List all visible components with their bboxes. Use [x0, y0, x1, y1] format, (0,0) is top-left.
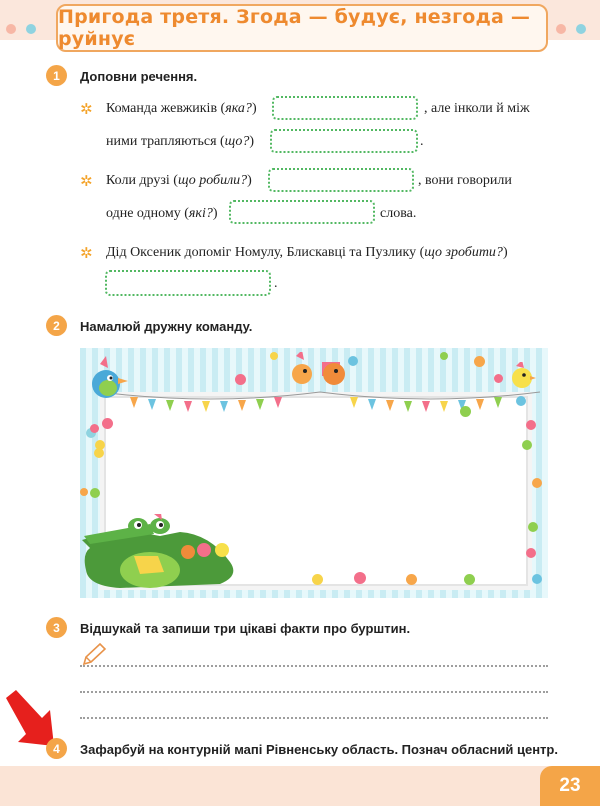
confetti-dot	[474, 356, 485, 367]
sentence-end: .	[420, 134, 424, 149]
birds-group-illustration	[286, 352, 366, 392]
confetti-dot	[95, 440, 105, 450]
sun-icon: ✲	[80, 101, 93, 118]
confetti-dot	[270, 352, 278, 360]
confetti-dot	[528, 522, 538, 532]
confetti-dot	[235, 374, 246, 385]
task-instruction: Зафарбуй на контурній мапі Рівненську область. Познач обласний центр.	[80, 742, 558, 757]
confetti-dot	[532, 478, 542, 488]
sentence-line: Коли друзі (що робили?)	[106, 173, 252, 188]
confetti-dot	[90, 424, 99, 433]
confetti-dot	[102, 418, 113, 429]
answer-box[interactable]	[105, 270, 271, 296]
confetti-dot	[526, 548, 536, 558]
sun-icon: ✲	[80, 173, 93, 190]
chapter-title-box	[56, 4, 548, 52]
confetti-dot	[440, 352, 448, 360]
task-number: 1	[46, 65, 67, 86]
answer-box[interactable]	[272, 96, 418, 120]
task-number: 4	[46, 738, 67, 759]
confetti-dot	[494, 374, 503, 383]
task-instruction: Намалюй дружну команду.	[80, 319, 253, 334]
confetti-dot	[526, 420, 536, 430]
confetti-dot	[532, 574, 542, 584]
writing-line[interactable]	[80, 691, 548, 693]
confetti-dot	[80, 488, 88, 496]
task-instruction: Доповни речення.	[80, 69, 198, 84]
confetti-dot	[460, 406, 471, 417]
confetti-dot	[516, 396, 526, 406]
bird-illustration	[86, 356, 130, 404]
sentence-line: Команда жевжиків (яка?)	[106, 101, 257, 116]
sentence-line: одне одному (які?)	[106, 206, 218, 221]
chapter-title: Пригода третя. Згода — будує, незгода — руйнує	[58, 6, 531, 50]
confetti-dot	[406, 574, 417, 585]
sentence-line: ними трапляються (що?)	[106, 134, 255, 149]
confetti-dot	[522, 440, 532, 450]
pencil-icon	[82, 642, 108, 666]
sentence-line: , але інколи й між	[424, 101, 530, 116]
crocodile-illustration	[80, 514, 250, 598]
task-number: 3	[46, 617, 67, 638]
confetti-dot	[464, 574, 475, 585]
drawing-frame	[80, 348, 548, 598]
sentence-line: Дід Оксеник допоміг Номулу, Блискавці та Пузлику (що зробити?)	[106, 245, 508, 260]
answer-box[interactable]	[229, 200, 375, 224]
sentence-line: слова.	[380, 206, 417, 221]
answer-box[interactable]	[270, 129, 418, 153]
task-number: 2	[46, 315, 67, 336]
bottom-strip	[0, 766, 600, 806]
answer-box[interactable]	[268, 168, 414, 192]
writing-line[interactable]	[80, 717, 548, 719]
chick-illustration	[508, 362, 538, 392]
writing-line[interactable]	[80, 665, 548, 667]
confetti-dot	[90, 488, 100, 498]
confetti-dot	[354, 572, 366, 584]
confetti-dot	[312, 574, 323, 585]
page-number: 23	[540, 766, 600, 806]
task-instruction: Відшукай та запиши три цікаві факти про бурштин.	[80, 621, 411, 636]
sentence-end: .	[274, 276, 278, 291]
sun-icon: ✲	[80, 245, 93, 262]
sentence-line: , вони говорили	[418, 173, 512, 188]
